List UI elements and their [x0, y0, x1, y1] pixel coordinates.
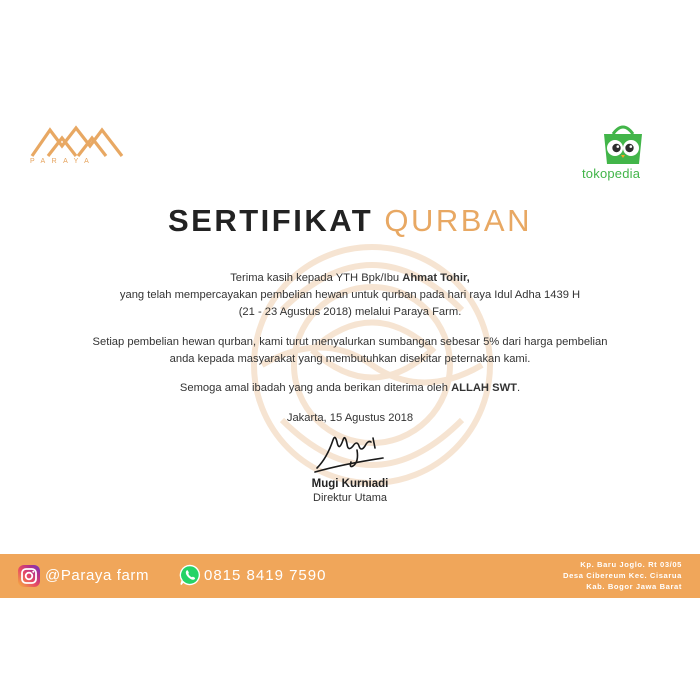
donation-paragraph — [40, 334, 660, 368]
tokopedia-wordmark: tokopedia — [582, 166, 641, 181]
thanks-prefix: Terima kasih kepada YTH Bpk/Ibu — [230, 272, 403, 284]
footer-bar — [0, 554, 700, 598]
title-part-2: QURBAN — [384, 203, 532, 238]
prayer-paragraph — [40, 380, 660, 397]
thanks-line-2: yang telah mempercayakan pembelian hewan untuk qurban pada hari raya Idul Adha 1439 H — [119, 289, 581, 301]
whatsapp-number[interactable]: 0815 8419 7590 — [204, 567, 327, 584]
address-line-3: Kab. Bogor Jawa Barat — [586, 582, 682, 592]
donation-line-2: anda kepada masyarakat yang membutuhkan disekitar peternakan kami. — [169, 353, 531, 365]
prayer-suffix: . — [516, 382, 521, 394]
address-line-1: Kp. Baru Joglo. Rt 03/05 — [580, 560, 682, 569]
title-part-1: SERTIFIKAT — [167, 203, 374, 238]
donation-line-1: Setiap pembelian hewan qurban, kami turut menyalurkan sumbangan sebesar 5% dari harga pembelian — [92, 336, 608, 348]
instagram-handle[interactable]: @Paraya farm — [45, 567, 150, 584]
farm-address — [563, 559, 682, 593]
tokopedia-logo-icon — [598, 122, 648, 166]
signer-name: Mugi Kurniadi — [311, 478, 389, 490]
prayer-prefix: Semoga amal ibadah yang anda berikan diterima oleh — [179, 382, 452, 394]
thanks-line-1 — [40, 270, 660, 287]
thanks-line-3: (21 - 23 Agustus 2018) melalui Paraya Farm. — [238, 306, 462, 318]
paraya-wordmark: PARAYA — [30, 158, 96, 165]
address-line-2: Desa Cibereum Kec. Cisarua — [562, 571, 682, 581]
instagram-icon — [18, 565, 40, 587]
whatsapp-icon — [179, 564, 201, 586]
prayer-bold: ALLAH SWT — [451, 382, 517, 394]
place-date: Jakarta, 15 Agustus 2018 — [286, 412, 414, 424]
signature-icon — [313, 428, 388, 476]
recipient-name: Ahmat Tohir, — [402, 272, 470, 284]
certificate-title — [0, 203, 700, 239]
thanks-paragraph — [40, 270, 660, 321]
signer-role: Direktur Utama — [313, 492, 387, 504]
